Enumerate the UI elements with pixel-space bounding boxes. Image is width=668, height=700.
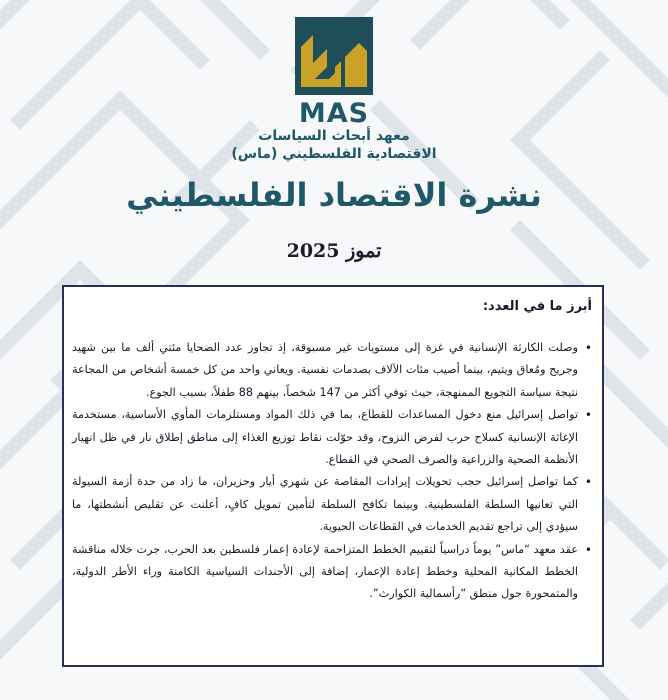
bullet-icon: • — [584, 475, 592, 490]
highlight-item — [72, 337, 592, 404]
bullet-icon: • — [584, 408, 592, 423]
bullet-icon: • — [584, 542, 592, 557]
highlight-text: عقد معهد “ماس” يوماً دراسياً لتقييم الخطط المتزاحمة لإعادة إعمار فلسطين بعد الحرب، جرت خلاله مناقشة الخطط المكانية المحلية وخطط إعادة الإعمار، إضافة إلى الأجندات السياسية الكامنة وراء الأطر الدولية، والمتمحورة حول منطق “رأسمالية الكوارث”. — [72, 542, 578, 601]
mas-logo — [295, 17, 373, 95]
institute-name-line1: معهد أبحاث السياسات — [258, 128, 410, 144]
institute-name-line2: الاقتصادية الفلسطيني (ماس) — [231, 146, 437, 162]
issue-date: تموز 2025 — [286, 240, 382, 262]
brand-name: MAS — [298, 98, 370, 129]
bulletin-title: نشرة الاقتصاد الفلسطيني — [126, 176, 542, 214]
highlights-heading: أبرز ما في العدد: — [482, 299, 592, 314]
highlights-box — [62, 285, 604, 667]
highlights-list — [72, 337, 592, 606]
highlight-item — [72, 404, 592, 471]
highlight-text: تواصل إسرائيل منع دخول المساعدات للقطاع، بما في ذلك المواد ومستلزمات المأوي الأساسية، مستخدمة الإغاثة الإنسانية كسلاح حرب لفرض النزوح، وقد حوّلت نقاط توزيع الغذاء إلى مناطق إطلاق نار في ظل انهيار الأنظمة الصحية والزراعية والصرف الصحي في القطاع. — [72, 408, 578, 467]
highlight-item — [72, 471, 592, 538]
highlight-item — [72, 539, 592, 606]
bullet-icon: • — [584, 341, 592, 355]
highlight-text: كما تواصل إسرائيل حجب تحويلات إيرادات المقاصة عن شهري أيار وحزيران، ما زاد من حدة أزمة السيولة التي تعانيها السلطة الفلسطينية. وبينما تكافح السلطة لتأمين تمويل كافٍ، أعلنت عن تقليص أنشطتها، ما سيؤدي إلى تراجع تقديم الخدمات في القطاعات الحيوية. — [72, 475, 578, 534]
highlight-text: وصلت الكارثة الإنسانية في غزة إلى مستويات غير مسبوقة، إذ تجاوز عدد الضحايا مئتي ألف ما بين شهيد وجريح ومُعاق ويتيم، بينما أصيب مئات الآلاف بصدمات نفسية. ويعاني واحد من كل خمسة أشخاص من المجاعة نتيجة سياسة التجويع الممنهجة، حيث توفي أكثر من 147 شخصاً، بينهم 88 طفلاً، بسبب الجوع. — [72, 341, 578, 399]
